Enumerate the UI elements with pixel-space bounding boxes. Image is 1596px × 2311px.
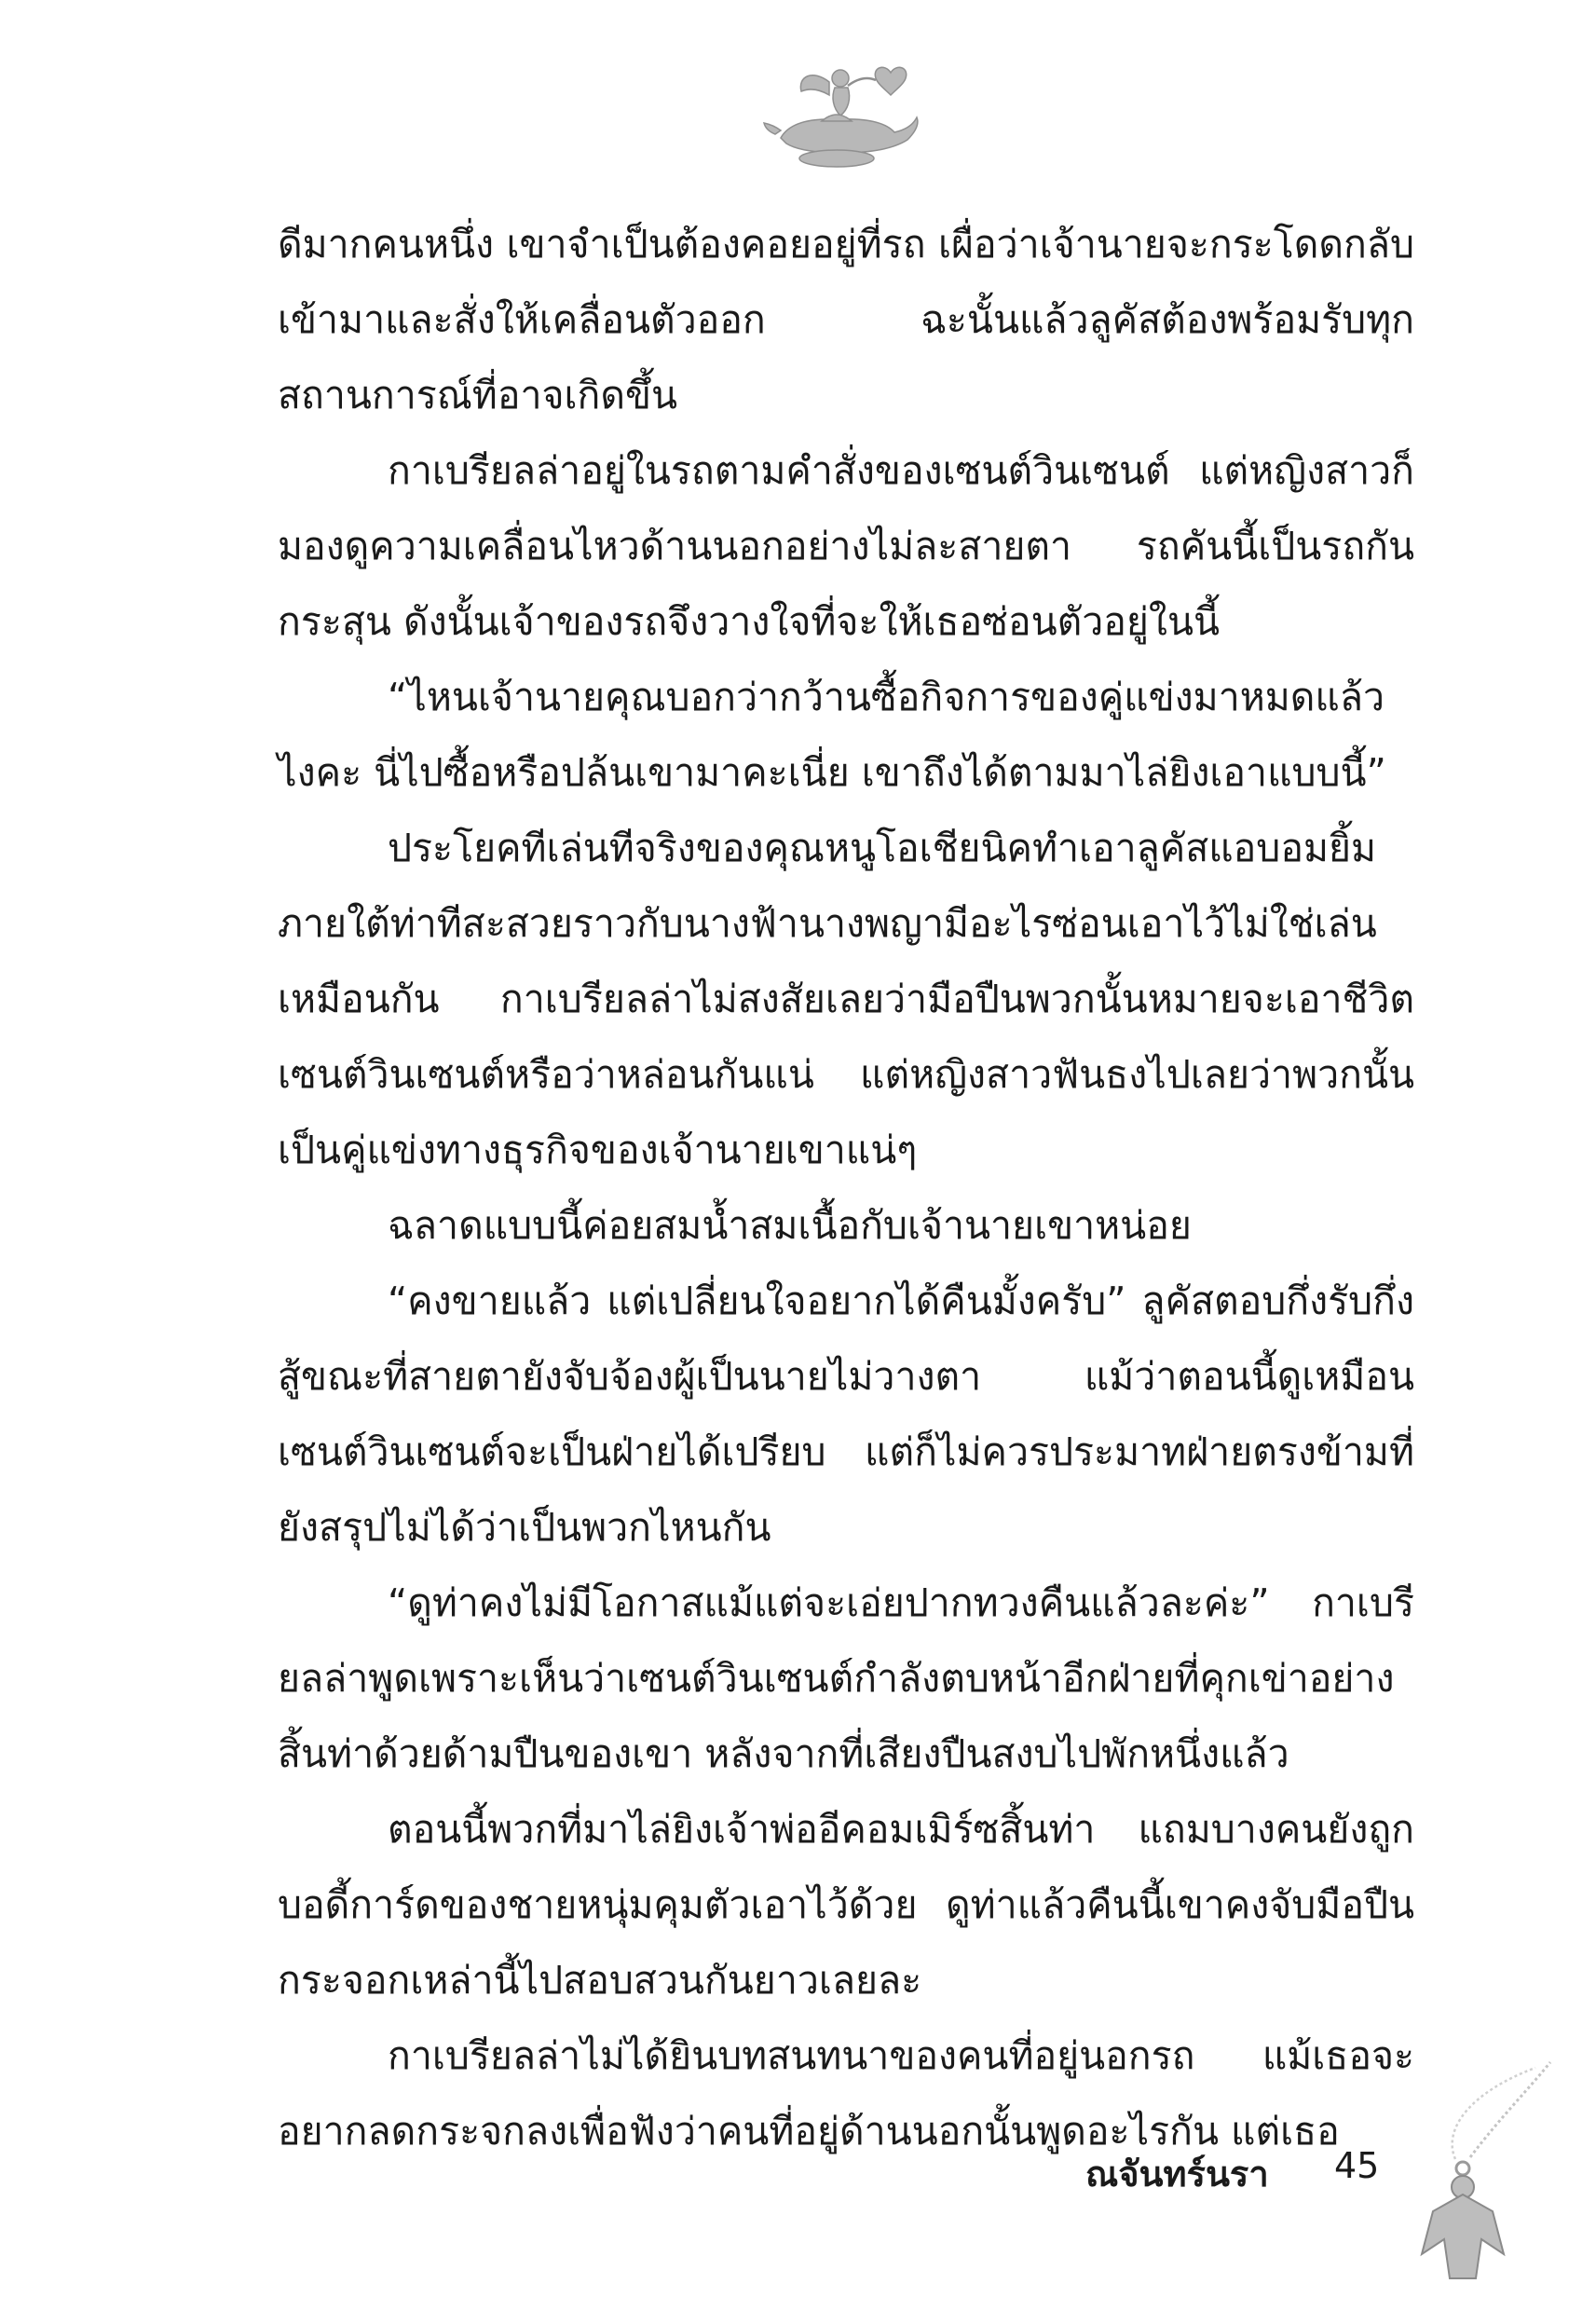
paragraph-2: กาเบรียลล่าอยู่ในรถตามคำสั่งของเซนต์วินเซนต์ แต่หญิงสาวก็มองดูความเคลื่อนไหวด้านนอกอย่างไม่ละสายตา รถคันนี้เป็นรถกันกระสุน ดังนั้นเจ้าของรถจึงวางใจที่จะให้เธอซ่อนตัวอยู่ในนี้	[278, 448, 1414, 644]
footer-author: ณจันทร์นรา	[1085, 2154, 1269, 2195]
paragraph-5: ฉลาดแบบนี้ค่อยสมน้ำสมเนื้อกับเจ้านายเขาหน่อย	[388, 1203, 1192, 1248]
paragraph-4: ประโยคทีเล่นทีจริงของคุณหนูโอเชียนิคทำเอาลูคัสแอบอมยิ้ม ภายใต้ท่าทีสะสวยราวกับนางฟ้านางพญามีอะไรซ่อนเอาไว้ไม่ใช่เล่นเหมือนกัน กาเบรียลล่าไม่สงสัยเลยว่ามือปืนพวกนั้นหมายจะเอาชีวิตเซนต์วินเซนต์หรือว่าหล่อนกันแน่ แต่หญิงสาวฟันธงไปเลยว่าพวกนั้นเป็นคู่แข่งทางธุรกิจของเจ้านายเขาแน่ๆ	[278, 826, 1414, 1172]
paragraph-7: “ดูท่าคงไม่มีโอกาสแม้แต่จะเอ่ยปากทวงคืนแล้วละค่ะ” กาเบรียลล่าพูดเพราะเห็นว่าเซนต์วินเซนต์กำลังตบหน้าอีกฝ่ายที่คุกเข่าอย่างสิ้นท่าด้วยด้ามปืนของเขา หลังจากที่เสียงปืนสงบไปพักหนึ่งแล้ว	[278, 1580, 1414, 1776]
paragraph-3: “ไหนเจ้านายคุณบอกว่ากว้านซื้อกิจการของคู่แข่งมาหมดแล้วไงคะ นี่ไปซื้อหรือปล้นเขามาคะเนี่ย เขาถึงได้ตามมาไล่ยิงเอาแบบนี้”	[278, 675, 1386, 795]
angel-pendant-icon	[1377, 2055, 1554, 2297]
paragraph-8: ตอนนี้พวกที่มาไล่ยิงเจ้าพ่ออีคอมเมิร์ซสิ้นท่า แถมบางคนยังถูกบอดี้การ์ดของชายหนุ่มคุมตัวเอาไว้ด้วย ดูท่าแล้วคืนนี้เขาคงจับมือปืนกระจอกเหล่านี้ไปสอบสวนกันยาวเลยละ	[278, 1807, 1414, 2003]
paragraph-1: ดีมากคนหนึ่ง เขาจำเป็นต้องคอยอยู่ที่รถ เผื่อว่าเจ้านายจะกระโดดกลับเข้ามาและสั่งให้เคลื่อนตัวออก ฉะนั้นแล้วลูคัสต้องพร้อมรับทุกสถานการณ์ที่อาจเกิดขึ้น	[278, 222, 1414, 417]
paragraph-9: กาเบรียลล่าไม่ได้ยินบทสนทนาของคนที่อยู่นอกรถ แม้เธอจะอยากลดกระจกลงเพื่อฟังว่าคนที่อยู่ด้านนอกนั้นพูดอะไรกัน แต่เธอ	[278, 2033, 1414, 2154]
cupid-lamp-ornament-icon	[762, 45, 930, 175]
body-text	[278, 207, 1414, 2169]
page-number: 45	[1334, 2145, 1380, 2186]
paragraph-6: “คงขายแล้ว แต่เปลี่ยนใจอยากได้คืนมั้งครับ” ลูคัสตอบกึ่งรับกึ่งสู้ขณะที่สายตายังจับจ้องผู้เป็นนายไม่วางตา แม้ว่าตอนนี้ดูเหมือนเซนต์วินเซนต์จะเป็นฝ่ายได้เปรียบ แต่ก็ไม่ควรประมาทฝ่ายตรงข้ามที่ยังสรุปไม่ได้ว่าเป็นพวกไหนกัน	[278, 1279, 1414, 1550]
